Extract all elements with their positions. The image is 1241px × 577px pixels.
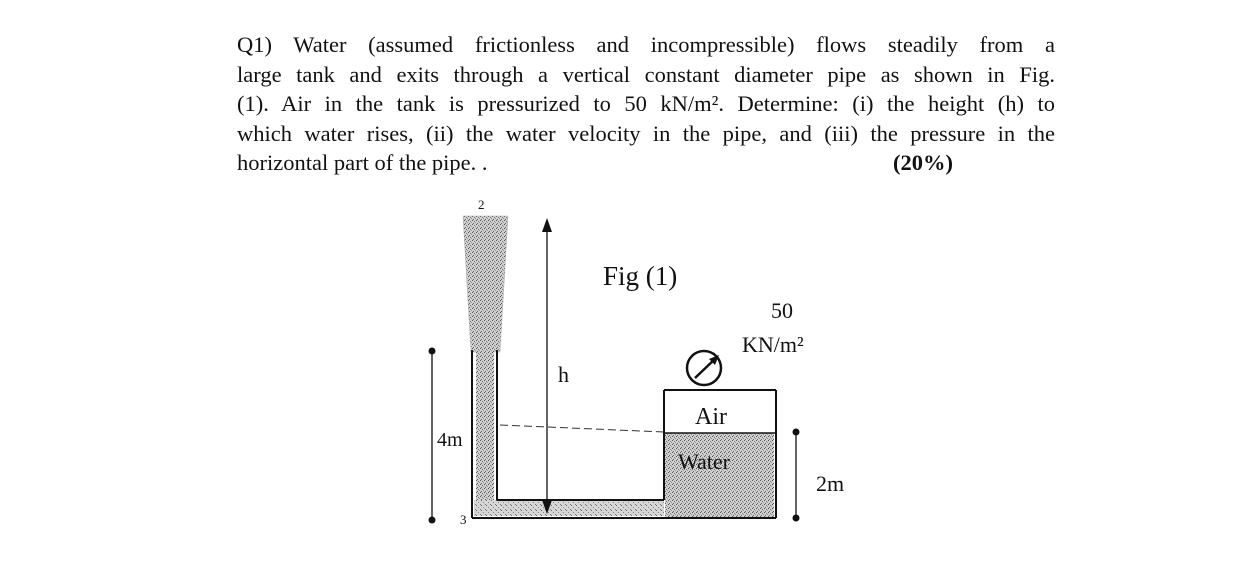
tank-water [665, 433, 774, 517]
left-height-label: 4m [437, 429, 463, 451]
marks-label: (20%) [893, 150, 953, 175]
air-label: Air [695, 404, 727, 430]
water-level-line [500, 425, 664, 432]
h-arrow-up [542, 218, 552, 232]
water-jet [463, 216, 508, 352]
figure-title: Fig (1) [603, 261, 678, 291]
pressure-value: 50 [771, 298, 793, 323]
point-2-label: 2 [478, 197, 485, 212]
question-line-2: large tank and exits through a vertical constant diameter pipe as shown in Fig. [237, 61, 1055, 87]
horizontal-pipe-water [474, 500, 664, 516]
question-line-1: Q1) Water (assumed frictionless and incompressible) flows steadily from a [237, 32, 1055, 57]
question-line-4: which water rises, (ii) the water velocity in the pipe, and (iii) the pressure in the [237, 120, 1055, 146]
pressure-unit: KN/m² [742, 332, 804, 357]
right-dimension-bottom-dot [793, 515, 800, 522]
vertical-pipe-water [476, 350, 494, 500]
right-height-label: 2m [816, 471, 845, 496]
right-dimension-top-dot [793, 429, 800, 436]
point-3-label: 3 [460, 512, 467, 527]
h-label: h [558, 362, 569, 387]
left-dimension-top-dot [429, 348, 436, 355]
question-line-3: (1). Air in the tank is pressurized to 50 kN/m². Determine: (i) the height (h) to [237, 91, 1055, 116]
left-dimension-bottom-dot [429, 517, 436, 524]
question-line-5-text: horizontal part of the pipe. . [237, 150, 488, 175]
water-label: Water [678, 449, 730, 474]
